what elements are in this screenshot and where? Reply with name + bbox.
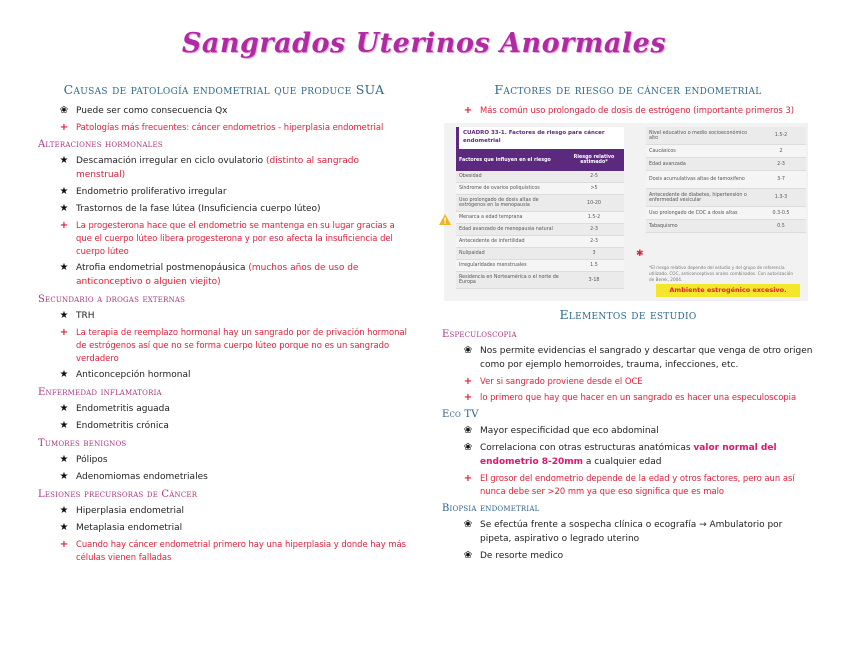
table-cell-risk: 3 <box>592 251 596 256</box>
intro-list <box>38 104 410 134</box>
risk-note-list <box>442 104 814 117</box>
table-body <box>646 127 806 233</box>
estrogen-highlight-box: Ambiente estrogénico excesivo. <box>656 284 800 297</box>
star-bullet-icon: ★ <box>59 203 69 214</box>
alteraciones-list <box>38 154 410 289</box>
table-cell-risk: 1.3-3 <box>774 195 788 200</box>
star-bullet-icon: ★ <box>59 454 69 465</box>
star-bullet-icon: ★ <box>59 522 69 533</box>
table-cell-factor: Edad avanzada <box>649 161 686 167</box>
page-title: Sangrados Uterinos Anormales <box>181 28 667 59</box>
section-title-eco: Eco TV <box>442 409 479 420</box>
table-cell-factor: Síndrome de ovarios poliquísticos <box>459 186 540 191</box>
inflamatoria-list <box>38 402 410 433</box>
warning-icon <box>439 214 451 225</box>
flower-bullet-icon: ❀ <box>463 519 473 530</box>
list-item: ★ TRH <box>59 310 95 321</box>
table-cell-risk: 2-3 <box>777 161 785 167</box>
table-cell-factor: Caucásicos <box>649 148 676 154</box>
eco-list <box>442 424 814 498</box>
table-cell-risk: 1.5-2 <box>587 215 601 220</box>
section-title-especuloscopia: Especuloscopia <box>442 329 517 340</box>
table-cell-factor: Obesidad <box>459 174 482 179</box>
table-row <box>456 224 624 236</box>
table-row <box>646 127 806 145</box>
table-row <box>456 248 624 260</box>
left-column <box>38 82 410 567</box>
risk-factors-heading: Factores de riesgo de cáncer endometrial <box>494 82 762 97</box>
plus-bullet-icon: + <box>463 392 473 403</box>
table-row <box>646 220 806 233</box>
table-cell-risk: 2-3 <box>590 239 598 244</box>
table-cell-factor: Uso prolongado de COC a dosis altas <box>649 210 738 216</box>
star-bullet-icon: ★ <box>59 369 69 380</box>
flower-bullet-icon: ❀ <box>463 442 473 453</box>
star-bullet-icon: ★ <box>59 262 69 273</box>
star-bullet-icon: ★ <box>59 403 69 414</box>
table-caption: CUADRO 33-1. Factores de riesgo para cáncer endometrial <box>456 127 624 149</box>
plus-bullet-icon: + <box>59 220 69 231</box>
risk-table-right <box>646 127 806 233</box>
table-cell-risk: 0.5 <box>777 223 785 229</box>
table-row <box>456 212 624 224</box>
table-body <box>456 171 624 289</box>
plus-bullet-icon: + <box>59 122 69 133</box>
table-cell-risk: 1.5 <box>590 263 598 268</box>
list-item: + La progesterona hace que el endometrio se mantenga en su lugar gracias a que el cuerpo lúteo libera progesterona y por eso afecta la insuficiencia del cuerpo lúteo <box>59 220 395 256</box>
plus-bullet-icon: + <box>463 473 473 484</box>
list-item: ❀ Se efectúa frente a sospecha clínica o ecografía → Ambulatorio por pipeta, aspirativo o legrado uterino <box>463 519 783 544</box>
list-item: ★ Anticoncepción hormonal <box>59 369 191 380</box>
list-item: ★ Metaplasia endometrial <box>59 522 183 533</box>
list-item: + La terapia de reemplazo hormonal hay un sangrado por de privación hormonal de estrógenos así que no se forma cuerpo lúteo porque no es un sangrado verdadero <box>59 327 407 363</box>
precursoras-list <box>38 504 410 564</box>
table-cell-factor: Residencia en Norteamérica o el norte de Europa <box>459 275 559 285</box>
table-row <box>456 236 624 248</box>
flower-bullet-icon: ❀ <box>463 345 473 356</box>
list-item: ★ Pólipos <box>59 454 108 465</box>
plus-bullet-icon: + <box>59 539 69 550</box>
table-row <box>456 260 624 272</box>
list-item: + El grosor del endometrio depende de la edad y otros factores, pero aun así nunca debe ser >20 mm ya que eso significa que es malo <box>463 473 795 496</box>
table-row <box>456 171 624 183</box>
table-row <box>646 171 806 189</box>
list-item: + lo primero que hay que hacer en un sangrado es hacer una especuloscopia <box>463 392 797 403</box>
flower-bullet-icon: ❀ <box>59 105 69 116</box>
table-cell-risk: 10-20 <box>587 200 601 206</box>
list-item: + Más común uso prolongado de dosis de estrógeno (importante primeros 3) <box>463 105 795 116</box>
list-item: + Ver si sangrado proviene desde el OCE <box>463 376 643 387</box>
section-title-alteraciones: Alteraciones hormonales <box>38 139 163 150</box>
list-item: ❀ Nos permite evidencias el sangrado y descartar que venga de otro origen como por ejemplo hemorroides, trauma, infecciones, etc. <box>463 345 813 370</box>
benignos-list <box>38 453 410 484</box>
plus-bullet-icon: + <box>59 327 69 338</box>
star-bullet-icon: ★ <box>59 186 69 197</box>
table-row <box>646 158 806 171</box>
normal-value-highlight: valor normal del endometrio 8-20mm <box>480 443 777 467</box>
section-title-biopsia: Biopsia endometrial <box>442 503 540 514</box>
table-row <box>646 145 806 158</box>
biopsia-list <box>442 518 814 563</box>
table-cell-factor: Tabaquismo <box>649 223 678 229</box>
table-cell-risk: 0.3-0.5 <box>772 210 790 216</box>
list-item: ★ Hiperplasia endometrial <box>59 505 185 516</box>
list-item: ★ Endometritis crónica <box>59 420 169 431</box>
plus-bullet-icon: + <box>463 376 473 387</box>
study-elements-heading: Elementos de estudio <box>559 307 697 322</box>
list-item: ★ Trastornos de la fase lútea (Insuficiencia cuerpo lúteo) <box>59 203 321 214</box>
list-item: ★ Atrofia endometrial postmenopáusica (muchos años de uso de anticonceptivo o alguien viejito) <box>59 262 359 287</box>
list-item: ★ Descamación irregular en ciclo ovulatorio (distinto al sangrado menstrual) <box>59 155 360 180</box>
table-row <box>646 189 806 207</box>
table-row <box>456 272 624 289</box>
risk-table-left <box>456 127 624 289</box>
section-title-inflamatoria: Enfermedad inflamatoria <box>38 387 162 398</box>
list-item: ❀ Correlaciona con otras estructuras anatómicas valor normal del endometrio 8-20mm a cualquier edad <box>463 442 777 467</box>
section-title-drogas: Secundario a drogas externas <box>38 294 186 305</box>
table-cell-risk: >5 <box>590 186 598 191</box>
section-title-precursoras: Lesiones precursoras de Cáncer <box>38 489 198 500</box>
section-title-benignos: Tumores benignos <box>38 438 127 449</box>
list-item: + Cuando hay cáncer endometrial primero hay una hiperplasia y donde hay más células vienen falladas <box>59 539 406 562</box>
table-row <box>646 207 806 220</box>
table-cell-risk: 2-3 <box>590 227 598 232</box>
list-item: ❀ Mayor especificidad que eco abdominal <box>463 425 659 436</box>
list-item: ★ Endometrio proliferativo irregular <box>59 186 227 197</box>
table-row <box>456 195 624 212</box>
star-bullet-icon: ★ <box>59 155 69 166</box>
table-cell-risk: 1.5-2 <box>774 133 788 138</box>
table-cell-factor: Irregularidades menstruales <box>459 263 527 268</box>
list-item: ❀ Puede ser como consecuencia Qx <box>59 105 228 116</box>
table-cell-factor: Dosis acumulativas altas de tamoxifeno <box>649 177 745 182</box>
flower-bullet-icon: ❀ <box>463 550 473 561</box>
table-row <box>456 183 624 195</box>
star-bullet-icon: ★ <box>59 420 69 431</box>
table-cell-risk: 3-18 <box>588 277 600 283</box>
asterisk-mark-icon: ✱ <box>636 249 644 259</box>
drogas-list <box>38 309 410 382</box>
star-bullet-icon: ★ <box>59 310 69 321</box>
list-item: ★ Adenomiomas endometriales <box>59 471 208 482</box>
flower-bullet-icon: ❀ <box>463 425 473 436</box>
table-cell-factor: Menarca a edad temprana <box>459 215 523 220</box>
star-bullet-icon: ★ <box>59 505 69 516</box>
table-cell-factor: Nivel educativo o medio socioeconómico alto <box>649 130 748 141</box>
especuloscopia-list <box>442 344 814 404</box>
causes-heading: Causas de patología endometrial que produce SUA <box>63 82 385 97</box>
table-cell-factor: Nulipaidad <box>459 251 485 256</box>
right-column <box>442 82 814 566</box>
list-item: ★ Endometritis aguada <box>59 403 170 414</box>
table-footnote: *El riesgo relativo depende del estudio y del grupo de referencia utilizado. COC, anticonceptivos orales combinados. Con autorización de Berek, 2004. <box>649 265 793 282</box>
plus-bullet-icon: + <box>463 105 473 116</box>
star-bullet-icon: ★ <box>59 471 69 482</box>
table-cell-factor: Antecedente de diabetes, hipertensión o enfermedad vesicular <box>649 192 747 203</box>
list-item: ❀ De resorte medico <box>463 550 564 561</box>
table-cell-factor: Edad avanzado de menopausia natural <box>459 227 553 232</box>
table-cell-risk: 3-7 <box>777 177 785 182</box>
table-cell-factor: Antecedente de infertilidad <box>459 239 525 244</box>
list-item: + Patologías más frecuentes: cáncer endometrios - hiperplasia endometrial <box>59 122 384 133</box>
table-cell-factor: Uso prolongado de dosis altas de estrógenos en la menopausia <box>459 198 539 208</box>
table-header: Factores que influyen en el riesgo Riesgo relativo estimado* <box>456 149 624 171</box>
table-cell-risk: 2 <box>779 148 783 154</box>
table-cell-risk: 2-5 <box>590 174 598 179</box>
risk-factor-table-image <box>444 123 808 301</box>
